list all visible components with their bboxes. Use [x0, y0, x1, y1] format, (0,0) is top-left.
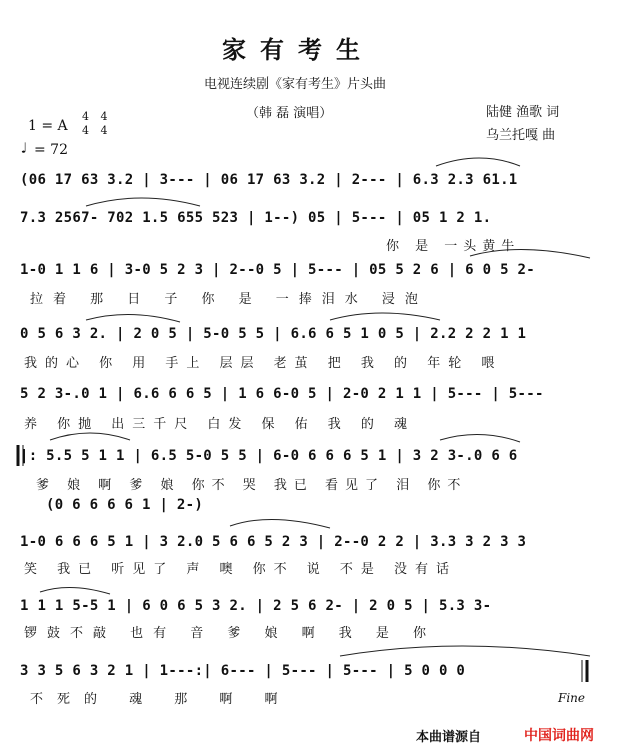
notation-line-8: 1-0 6 6 6 5 1 | 3 2.0 5 6 6 5 2 3 | 2--0 2 2 | 3.3 3 2 3 3 [20, 534, 527, 550]
notation-line-10: 3 3 5 6 3 2 1 | 1---:| 6--- | 5--- | 5--- | 5 0 0 0 [20, 663, 466, 679]
notation-line-3: 1-0 1 1 6 | 3-0 5 2 3 | 2--0 5 | 5--- | 05 5 2 6 | 6 0 5 2- [20, 262, 535, 278]
lyric-line-3: 拉着 那 日 子 你 是 一捧泪水 浸泡 [30, 292, 428, 307]
lyric-line-6: 爹 娘 啊 爹 娘 你不 哭 我已 看见了 泪 你不 [36, 478, 468, 493]
time-signature-bottom: 4 4 [82, 124, 112, 137]
lyric-line-5: 养 你抛 出三千尺 白发 保 佑 我 的 魂 [24, 417, 416, 432]
notation-line-4: 0 5 6 3 2. | 2 0 5 | 5-0 5 5 | 6.6 6 5 1 0 5 | 2.2 2 2 1 1 [20, 326, 527, 342]
tempo-marking: = 72 [34, 142, 68, 158]
slur-9 [40, 587, 110, 594]
lyric-line-8: 笑 我已 听见了 声 噢 你不 说 不是 没有话 [24, 562, 458, 577]
source-label: 本曲谱源自 [416, 730, 482, 745]
notation-line-1: (06 17 63 3.2 | 3--- | 06 17 63 3.2 | 2--- | 6.3 2.3 61.1 [20, 172, 518, 188]
slur-10 [340, 646, 590, 656]
lyric-line-4: 我的心 你 用 手上 层层 老茧 把 我 的 年轮 喂 [24, 356, 503, 371]
lyricist-credit: 陆健 渔歌 词 [486, 105, 560, 120]
lyric-line-9: 锣鼓不敲 也有 音 爹 娘 啊 我 是 你 [24, 626, 437, 641]
slur-6 [50, 433, 130, 440]
fine-marking: Fine [558, 691, 585, 705]
subtitle: 电视连续剧《家有考生》片头曲 [204, 77, 387, 92]
key-signature: 1 = A [28, 118, 68, 134]
notation-line-6: |: 5.5 5 1 1 | 6.5 5-0 5 5 | 6-0 6 6 6 5 1 | 3 2 3-.0 6 6 [20, 448, 518, 464]
notation-line-5: 5 2 3-.0 1 | 6.6 6 6 5 | 1 6 6-0 5 | 2-0 2 1 1 | 5--- | 5--- [20, 386, 544, 402]
slur-1 [436, 158, 520, 166]
source-site-link[interactable]: 中国词曲网 [524, 728, 594, 744]
performer: （韩 磊 演唱） [246, 106, 333, 121]
lyric-line-10: 不死的 魂 那 啊 啊 [30, 692, 292, 707]
composer-credit: 乌兰托嘎 曲 [486, 128, 556, 143]
notation-line-7: (0 6 6 6 6 1 | 2-) [46, 497, 204, 513]
slur-4 [86, 314, 180, 322]
song-title: 家有考生 [222, 35, 374, 64]
slur-7 [440, 434, 520, 442]
time-signature-top: 4 4 [82, 110, 112, 123]
notation-line-9: 1 1 1 5-5 1 | 6 0 6 5 3 2. | 2 5 6 2- | 2 0 5 | 5.3 3- [20, 598, 492, 614]
slur-8 [230, 519, 330, 528]
quarter-note-icon: ♩ [19, 139, 29, 157]
notation-line-2: 7.3 2567- 702 1.5 655 523 | 1--) 05 | 5--- | 05 1 2 1. [20, 210, 492, 226]
slur-5 [330, 313, 440, 320]
lyric-line-2: 你 是 一头黄牛 [386, 239, 521, 254]
slur-2 [86, 198, 200, 206]
